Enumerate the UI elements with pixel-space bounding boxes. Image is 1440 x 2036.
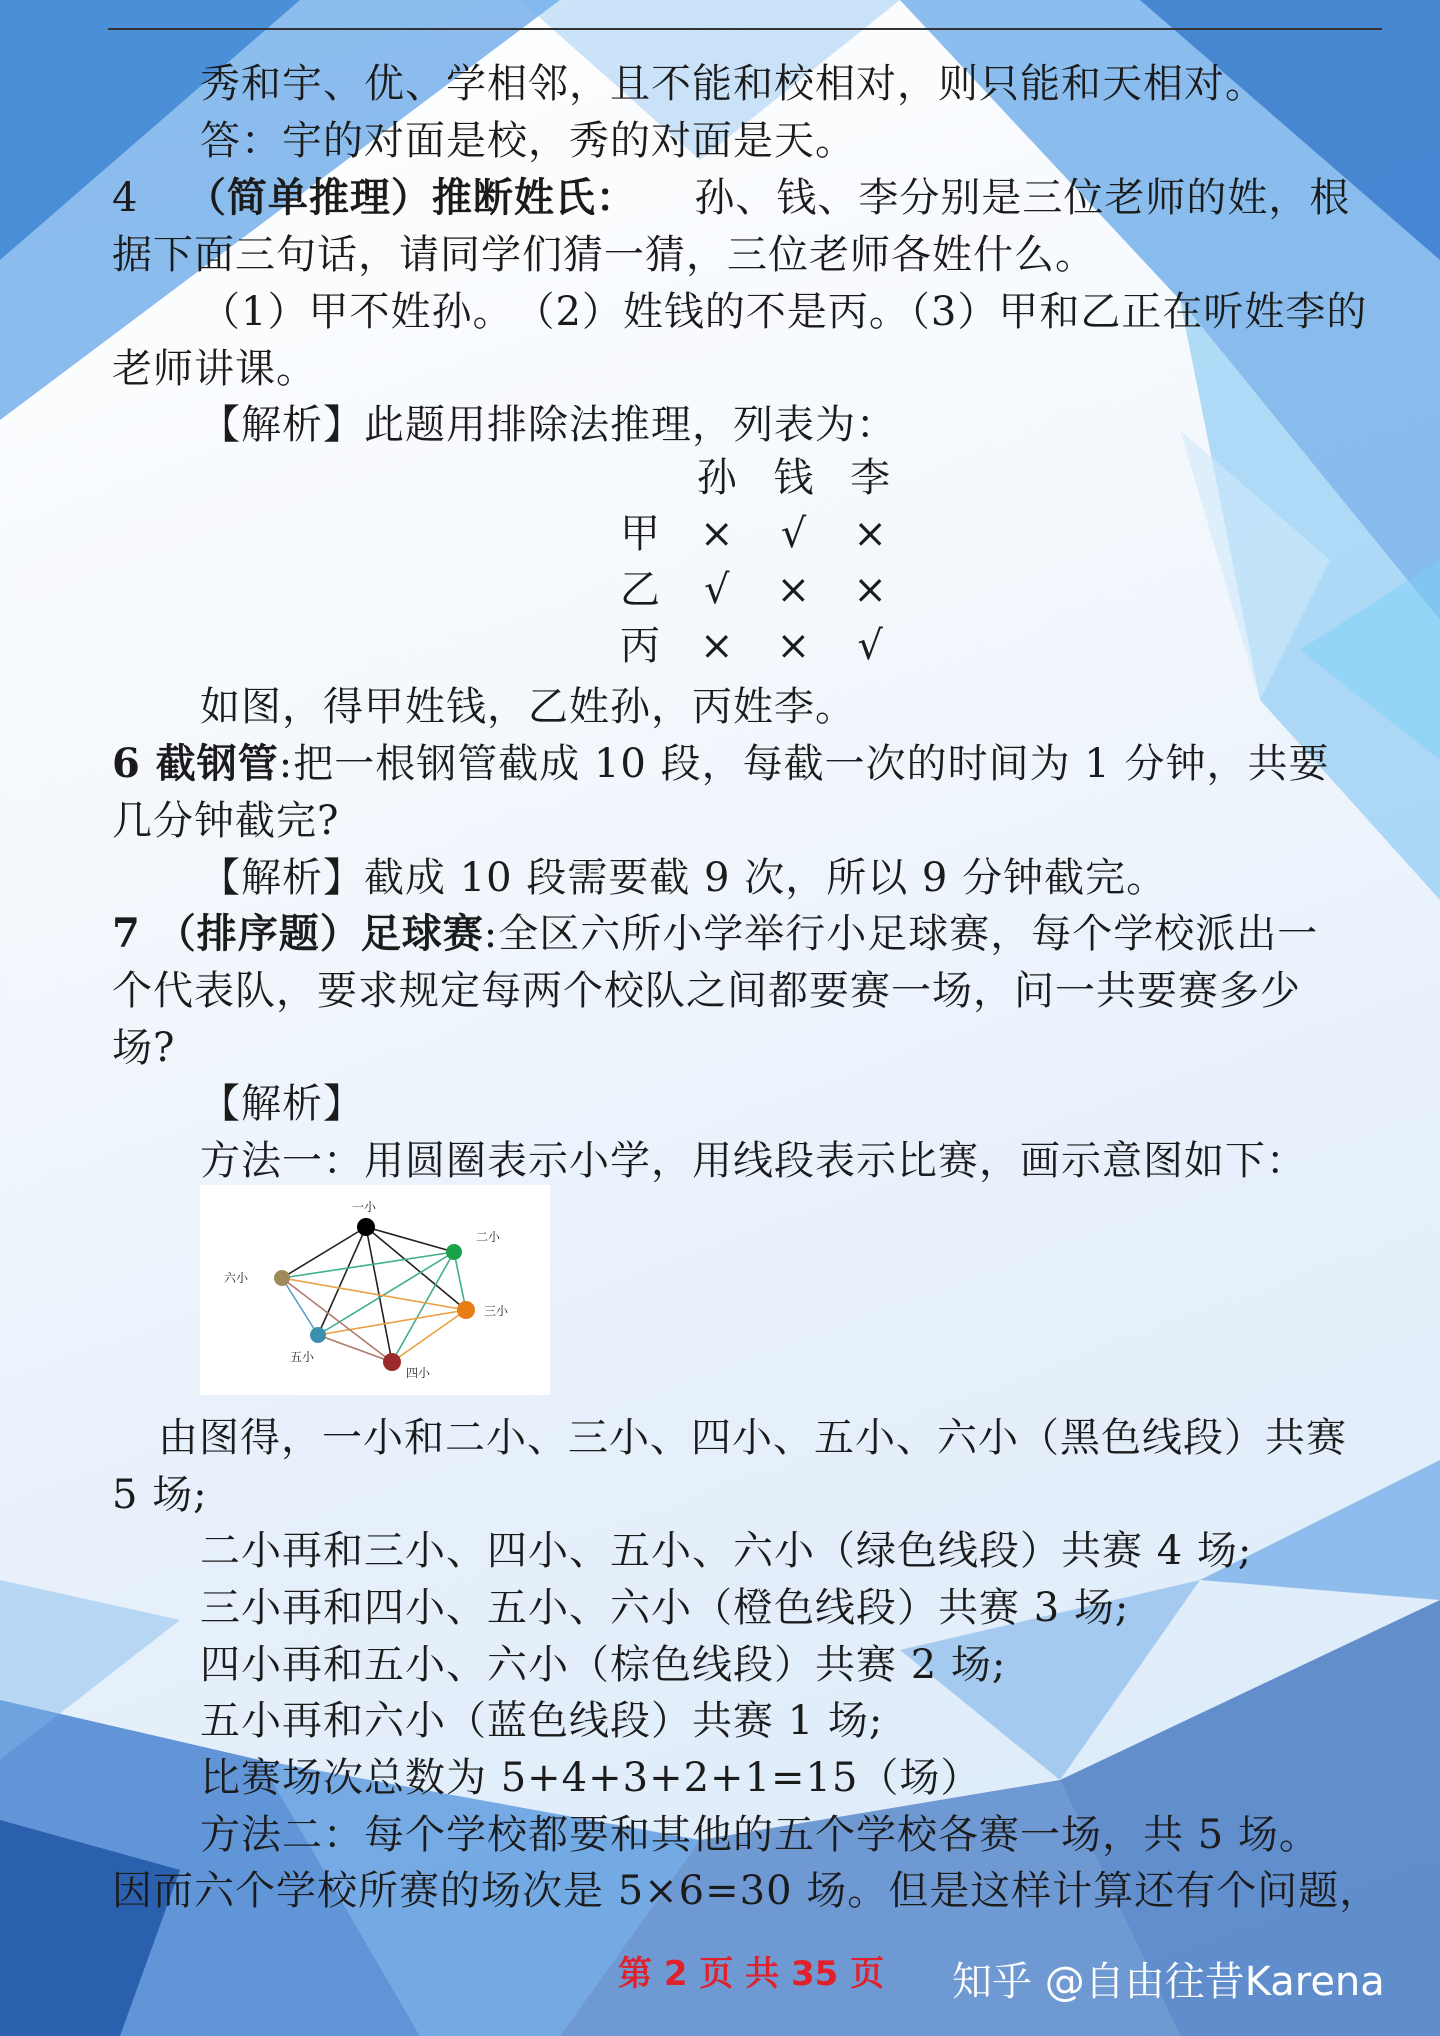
table-cell: × bbox=[853, 567, 887, 613]
question-heading: 7 （排序题）足球赛 bbox=[112, 910, 484, 957]
text-line: 秀和宇、优、学相邻，且不能和校相对，则只能和天相对。 bbox=[200, 61, 1266, 107]
analysis-line: 【解析】 bbox=[200, 1081, 364, 1127]
question-7-line bbox=[112, 906, 1402, 962]
table-row bbox=[608, 618, 902, 674]
text-line: 比赛场次总数为 5+4+3+2+1=15（场） bbox=[200, 1755, 982, 1801]
table-cell: √ bbox=[780, 511, 807, 557]
school-label-6: 六小 bbox=[224, 1271, 249, 1285]
text-line: 如图，得甲姓钱，乙姓孙，丙姓李。 bbox=[200, 684, 856, 730]
diagram-edge bbox=[318, 1252, 454, 1335]
table-cell: × bbox=[699, 511, 734, 557]
diagram-edge bbox=[318, 1335, 392, 1362]
school-node-2 bbox=[446, 1244, 462, 1260]
diagram-edge bbox=[366, 1227, 466, 1310]
text-line: 三小再和四小、五小、六小（橙色线段）共赛 3 场; bbox=[200, 1585, 1130, 1631]
table-row-label: 丙 bbox=[620, 623, 660, 669]
school-node-3 bbox=[457, 1301, 475, 1319]
text-line: 方法二：每个学校都要和其他的五个学校各赛一场，共 5 场。 bbox=[200, 1812, 1320, 1858]
question-heading: 6 截钢管 bbox=[112, 740, 279, 787]
diagram-edge bbox=[392, 1310, 466, 1362]
school-node-5 bbox=[310, 1327, 326, 1343]
school-label-4: 四小 bbox=[406, 1366, 431, 1380]
text-line: （1）甲不姓孙。 （2）姓钱的不是丙。（3）甲和乙正在听姓李的 bbox=[200, 289, 1368, 335]
watermark-text: 知乎 @自由往昔Karena bbox=[952, 1959, 1385, 2005]
question-text: 孙、钱、李分别是三位老师的姓，根 bbox=[694, 175, 1351, 221]
text-line: 据下面三句话，请同学们猜一猜，三位老师各姓什么。 bbox=[112, 232, 1096, 278]
text-line: 几分钟截完? bbox=[112, 798, 340, 844]
table-header-row bbox=[608, 450, 902, 506]
elimination-table bbox=[608, 450, 902, 674]
text-line: 因而六个学校所赛的场次是 5×6=30 场。但是这样计算还有个问题， bbox=[112, 1868, 1381, 1914]
text-line: 个代表队，要求规定每两个校队之间都要赛一场，问一共要赛多少 bbox=[112, 968, 1301, 1014]
school-node-4 bbox=[383, 1353, 401, 1371]
text-line: 由图得，一小和二小、三小、四小、五小、六小（黑色线段）共赛 bbox=[158, 1415, 1347, 1461]
header-rule bbox=[108, 28, 1382, 30]
diagram-edge bbox=[318, 1227, 366, 1335]
table-row-label: 甲 bbox=[620, 511, 660, 557]
text-line: 方法一：用圆圈表示小学，用线段表示比赛，画示意图如下： bbox=[200, 1138, 1307, 1184]
school-label-1: 一小 bbox=[352, 1200, 377, 1214]
diagram-edge bbox=[282, 1252, 454, 1278]
question-heading: （简单推理）推断姓氏： bbox=[185, 174, 637, 221]
table-cell: √ bbox=[857, 623, 883, 669]
page-number: 第 2 页 共 35 页 bbox=[618, 1954, 885, 1994]
text-line: 答：宇的对面是校，秀的对面是天。 bbox=[200, 118, 856, 164]
table-header-cell: 孙 bbox=[696, 455, 737, 501]
analysis-line: 【解析】截成 10 段需要截 9 次，所以 9 分钟截完。 bbox=[200, 855, 1168, 901]
table-cell: × bbox=[853, 511, 887, 557]
question-6-line bbox=[112, 736, 1402, 792]
school-label-2: 二小 bbox=[476, 1230, 501, 1244]
school-node-1 bbox=[357, 1218, 375, 1236]
analysis-line: 【解析】此题用排除法推理，列表为： bbox=[200, 402, 897, 448]
diagram-edge bbox=[282, 1227, 366, 1278]
table-header-cell: 钱 bbox=[773, 455, 814, 501]
school-label-5: 五小 bbox=[290, 1350, 315, 1364]
text-line: 老师讲课。 bbox=[112, 346, 317, 392]
school-label-3: 三小 bbox=[484, 1304, 509, 1318]
text-line: 二小再和三小、四小、五小、六小（绿色线段）共赛 4 场; bbox=[200, 1528, 1253, 1574]
table-cell: × bbox=[699, 623, 734, 669]
question-number: 4 bbox=[112, 175, 139, 221]
table-row bbox=[608, 562, 902, 618]
table-row bbox=[608, 506, 902, 562]
diagram-edge bbox=[366, 1227, 454, 1252]
table-cell: × bbox=[776, 567, 811, 613]
diagram-edge bbox=[282, 1278, 318, 1335]
table-row-label: 乙 bbox=[620, 567, 660, 613]
text-line: 场? bbox=[112, 1025, 176, 1071]
match-diagram bbox=[200, 1185, 550, 1395]
text-line: 四小再和五小、六小（棕色线段）共赛 2 场; bbox=[200, 1642, 1007, 1688]
text-line: 五小再和六小（蓝色线段）共赛 1 场; bbox=[200, 1698, 884, 1744]
table-cell: √ bbox=[703, 567, 730, 613]
question-text: :全区六所小学举行小足球赛，每个学校派出一 bbox=[483, 911, 1319, 957]
school-node-6 bbox=[274, 1270, 290, 1286]
question-4-line bbox=[112, 170, 1402, 226]
table-header-cell: 李 bbox=[850, 455, 891, 501]
text-line: 5 场; bbox=[112, 1472, 208, 1518]
question-text: :把一根钢管截成 10 段，每截一次的时间为 1 分钟，共要 bbox=[278, 741, 1330, 787]
table-cell: × bbox=[776, 623, 811, 669]
diagram-edge bbox=[282, 1278, 466, 1310]
